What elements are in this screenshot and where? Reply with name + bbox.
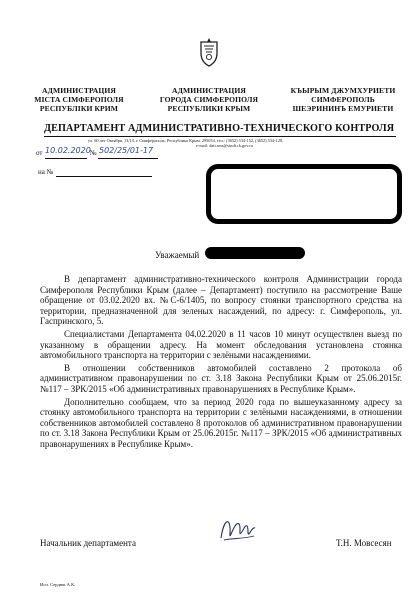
address-line: ул. 60 лет Октября, 13/14, г. Симферополь, Республика Крым, 295034, тел.: (3652) 534-152, (3652) 534-128, [88, 138, 284, 143]
handwritten-signature [218, 512, 258, 546]
email-line: e-mail: dati.sms@simfi.rk.gov.ru [196, 143, 253, 149]
header-divider [44, 136, 396, 137]
signatory-name: Т.Н. Мовсесян [336, 538, 392, 548]
greeting: Уважаемый [155, 250, 200, 260]
reference-prefix: на № [38, 168, 54, 176]
header-left: АДМИНИСТРАЦИЯ МІСТА СІМФЕРОПОЛЯ РЕСПУБЛІКИ КРИМ [34, 86, 124, 113]
department-title: ДЕПАРТАМЕНТ АДМИНИСТРАТИВНО-ТЕХНИЧЕСКОГО КОНТРОЛЯ [44, 123, 395, 134]
paragraph: Дополнительно сообщаем, что за период 2020 года по вышеуказанному адресу за стоянку автомобильного транспорта на территории с зелёными насаждениями, в отношении собственников автомобилей составлено 8 протоколов об административном правонарушении по ст. 3.18 Закона Республики Крым от 25.06.2015г. №117 – ЗРК/2015 «Об административных правонарушениях в Республике Крым». [40, 396, 402, 449]
redacted-recipient [206, 164, 402, 224]
paragraph: В департамент административно-технического контроля Администрации города Симферополя Республики Крым (далее – Департамент) поступило на рассмотрение Ваше обращение от 03.02.2020 вх. №С-6/1405, по вопросу стоянки транспортного средства на территории, предназначенной для зеленых насаждений, по адресу: г. Симферополь, ул. Гаспринского, 5. [40, 274, 402, 327]
handwritten-date: 10.02.2020 [45, 146, 91, 155]
coat-of-arms-icon [197, 38, 221, 68]
reference-underline [56, 176, 152, 177]
executor-note: Исп. Сердюк А.К. [40, 582, 76, 587]
number-prefix: № [90, 149, 97, 157]
redacted-name [205, 247, 305, 259]
letter-body [40, 274, 402, 452]
date-underline [45, 158, 87, 159]
from-prefix: от [36, 149, 43, 157]
paragraph: В отношении собственников автомобилей составлено 2 протокола об административном правонарушении по ст. 3.18 Закона Республики Крым от 25.06.2015г. №117 – ЗРК/2015 «Об административных правонарушениях в Республике Крым». [40, 362, 402, 394]
handwritten-number: 502/25/01-17 [99, 146, 154, 155]
header-center: АДМИНИСТРАЦИЯ ГОРОДА СИМФЕРОПОЛЯ РЕСПУБЛИКИ КРЫМ [159, 86, 259, 113]
number-underline [98, 158, 158, 159]
paragraph: Специалистами Департамента 04.02.2020 в 11 часов 10 минут осуществлен выезд по указанному в обращении адресу. На момент обследования установлена стоянка автомобильного транспорта на территории с зелёными насаждениями. [40, 328, 402, 361]
header-right: КЪЫРЫМ ДЖУМХУРИЕТИ СИМФЕРОПОЛЬ ШЕЭРИНИНЪ ЕМУРИЕТИ [290, 86, 396, 113]
signatory-position: Начальник департамента [40, 538, 136, 548]
